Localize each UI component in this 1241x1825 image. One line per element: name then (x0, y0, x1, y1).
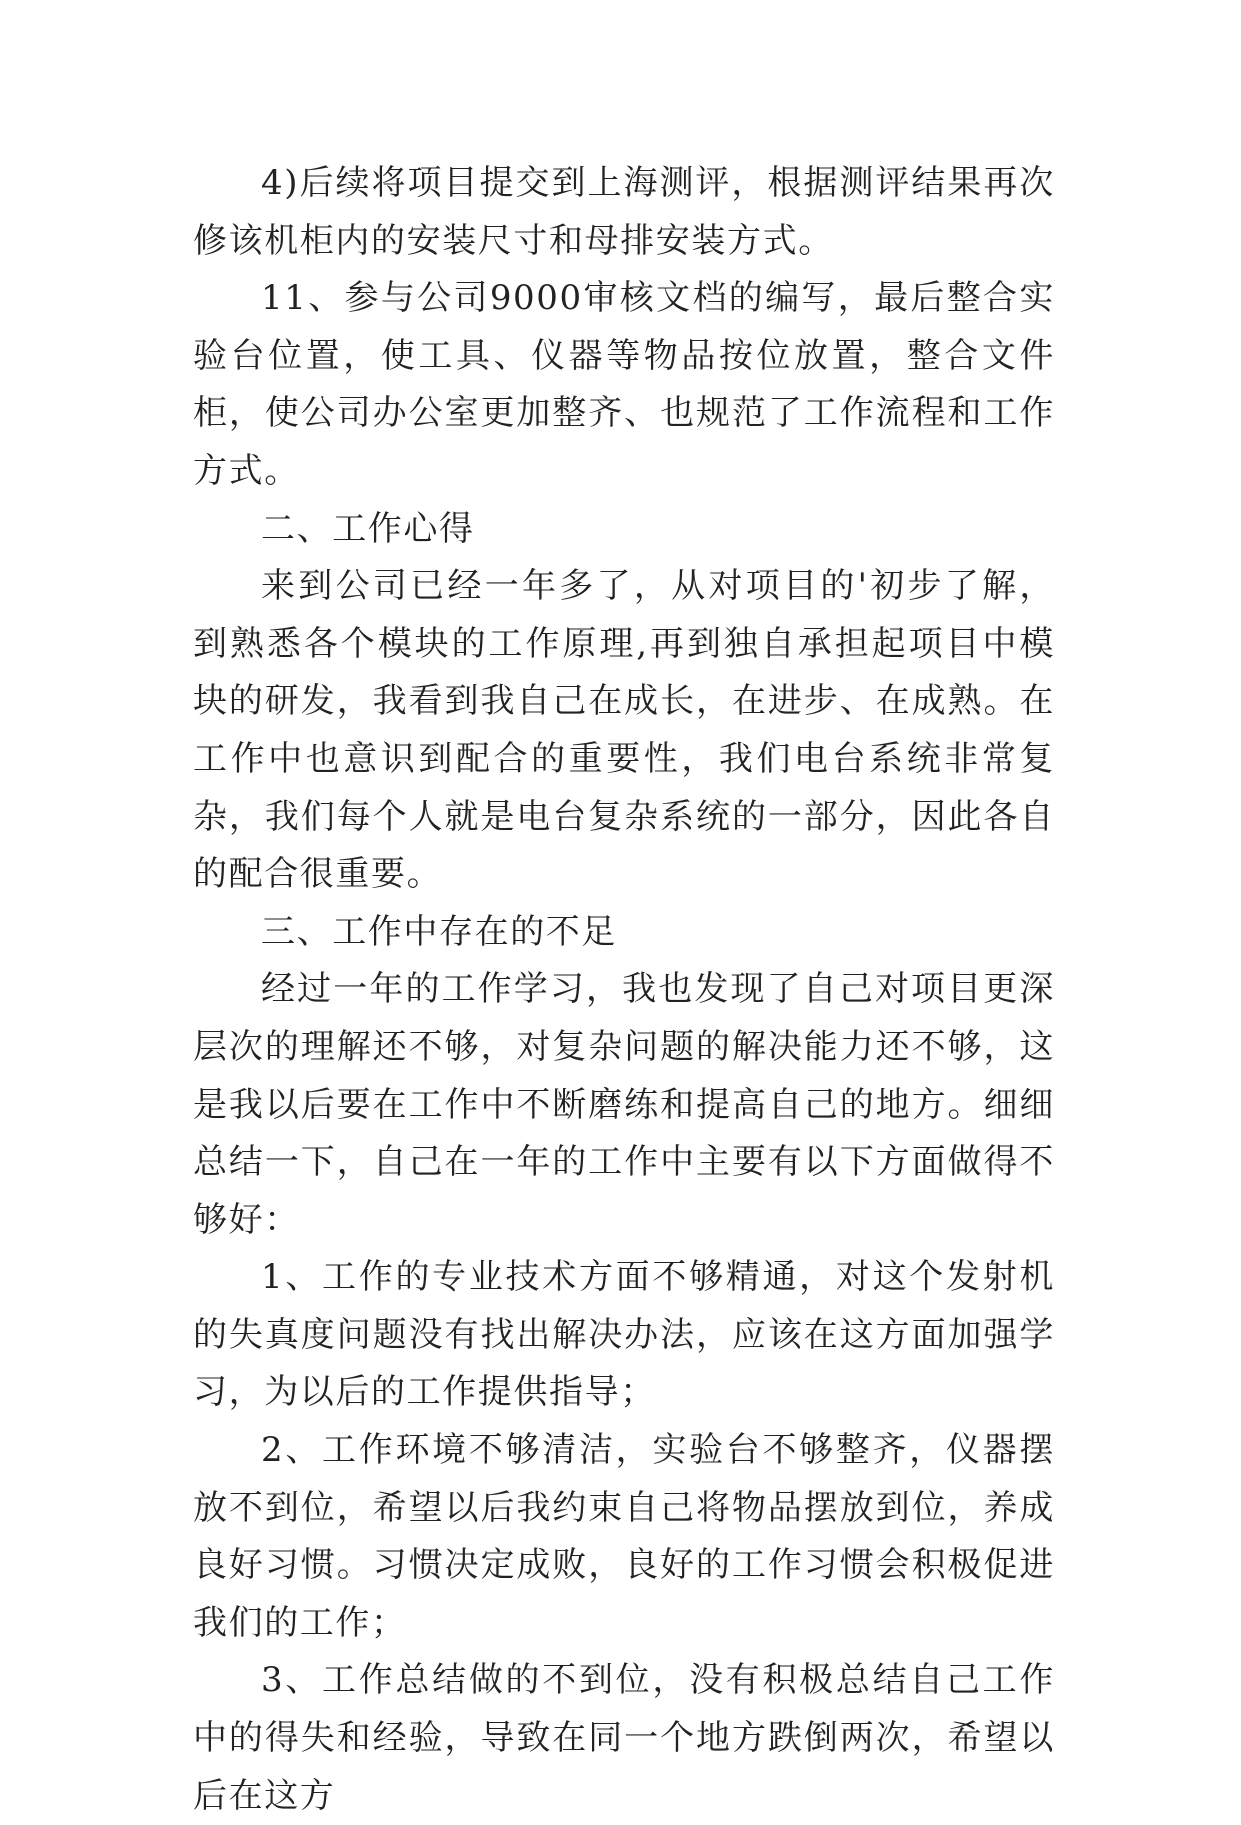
paragraph-item-11-audit-docs: 11、参与公司9000审核文档的编写，最后整合实验台位置，使工具、仪器等物品按位放置，整合文件柜，使公司办公室更加整齐、也规范了工作流程和工作方式。 (193, 278, 1055, 491)
paragraph-shortcomings-intro: 经过一年的工作学习，我也发现了自己对项目更深层次的理解还不够，对复杂问题的解决能力还不够，这是我以后要在工作中不断磨练和提高自己的地方。细细总结一下，自己在一年的工作中主要有以下方面做得不够好： (193, 969, 1055, 1240)
section-heading-work-insights: 二、工作心得 (261, 508, 475, 549)
paragraph-shortcoming-1: 1、工作的专业技术方面不够精通，对这个发射机的失真度问题没有找出解决办法，应该在这方面加强学习，为以后的工作提供指导； (193, 1257, 1055, 1413)
document-body (193, 155, 1055, 1825)
section-heading-shortcomings: 三、工作中存在的不足 (261, 911, 617, 952)
paragraph-item-4-followup: 4)后续将项目提交到上海测评，根据测评结果再次修该机柜内的安装尺寸和母排安装方式。 (193, 163, 1055, 261)
paragraph-shortcoming-3: 3、工作总结做的不到位，没有积极总结自己工作中的得失和经验，导致在同一个地方跌倒两次，希望以后在这方 (193, 1660, 1055, 1816)
paragraph-work-insights: 来到公司已经一年多了，从对项目的'初步了解，到熟悉各个模块的工作原理,再到独自承担起项目中模块的研发，我看到我自己在成长，在进步、在成熟。在工作中也意识到配合的重要性，我们电台系统非常复杂，我们每个人就是电台复杂系统的一部分，因此各自的配合很重要。 (193, 566, 1055, 895)
paragraph-shortcoming-2: 2、工作环境不够清洁，实验台不够整齐，仪器摆放不到位，希望以后我约束自己将物品摆放到位，养成良好习惯。习惯决定成败，良好的工作习惯会积极促进我们的工作； (193, 1430, 1055, 1643)
